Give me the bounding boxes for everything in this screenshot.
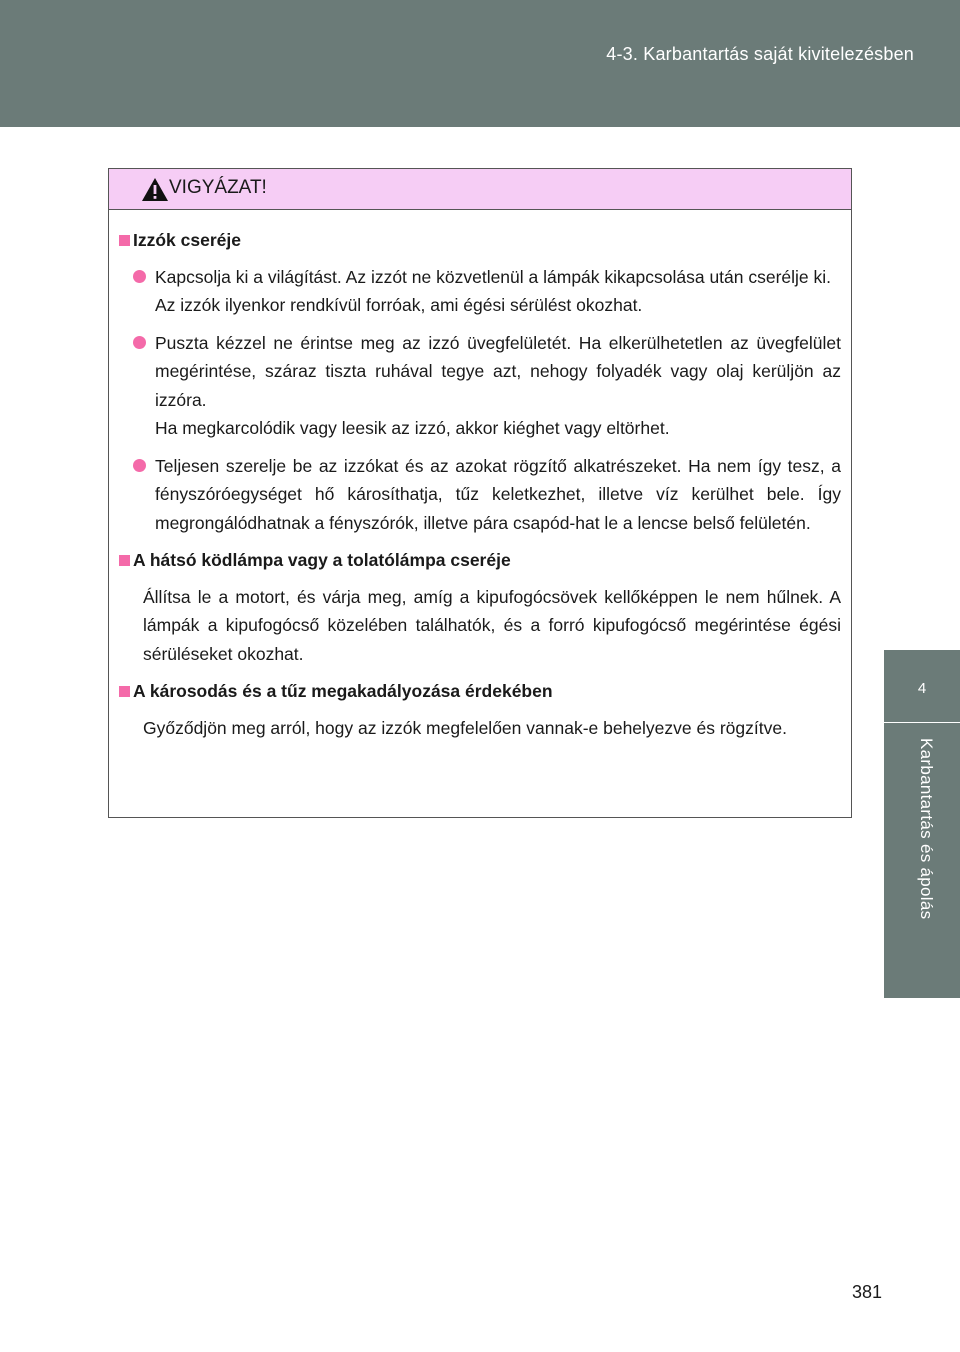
bullet-item [133,452,841,538]
caution-title: VIGYÁZAT! [169,177,267,198]
chapter-label: Karbantartás és ápolás [917,738,936,920]
section-heading-text: A hátsó ködlámpa vagy a tolatólámpa cseréje [133,550,511,570]
section-paragraph: Állítsa le a motort, és várja meg, amíg a kipufogócsövek kellőképpen le nem hűlnek. A lámpák a kipufogócső közelében találhatók, és a forró kipufogócső megérintése égési sérüléseket okozhat. [143,586,841,664]
bullet-item [133,263,841,320]
chapter-number: 4 [917,680,927,697]
round-bullet-icon [133,459,146,472]
bullet-text-cont: Ha megkarcolódik vagy leesik az izzó, akkor kiéghet vagy eltörhet. [155,418,670,438]
round-bullet-icon [133,270,146,283]
section-heading-text: A károsodás és a tűz megakadályozása érdekében [133,681,553,701]
section-heading [119,546,841,575]
caution-body [109,210,851,742]
section-title: 4-3. Karbantartás saját kivitelezésben [606,44,914,64]
round-bullet-icon [133,336,146,349]
bullet-text: Kapcsolja ki a világítást. Az izzót ne közvetlenül a lámpák kikapcsolása után cserélje ki. [155,266,832,287]
bullet-text-cont: Az izzók ilyenkor rendkívül forróak, ami égési sérülést okozhat. [155,295,643,315]
bullet-item [133,329,841,443]
bullet-text: Teljesen szerelje be az izzókat és az azokat rögzítő alkatrészeket. Ha nem így tesz, a fényszóróegységet hő károsíthatja, tűz keletkezhet, illetve víz kerülhet bele. Így megrongálódhatnak a fényszórók, illetve pára csapód-hat le a lencse belső felületén. [155,455,841,533]
section-heading-text: Izzók cseréje [133,230,241,250]
page-number: 381 [851,1282,882,1302]
caution-header [109,169,851,210]
bullet-text: Puszta kézzel ne érintse meg az izzó üvegfelületét. Ha elkerülhetetlen az üvegfelület megérintése, száraz tiszta ruhával tegye azt, nehogy folyadék vagy olaj kerüljön az izzóra. [155,332,841,410]
section-heading [119,226,841,255]
section-heading [119,677,841,706]
caution-box [108,168,852,818]
section-paragraph: Győződjön meg arról, hogy az izzók megfelelően vannak-e behelyezve és rögzítve. [143,717,787,738]
square-bullet-icon [119,686,130,697]
square-bullet-icon [119,235,130,246]
square-bullet-icon [119,555,130,566]
warning-triangle-icon [141,177,169,202]
